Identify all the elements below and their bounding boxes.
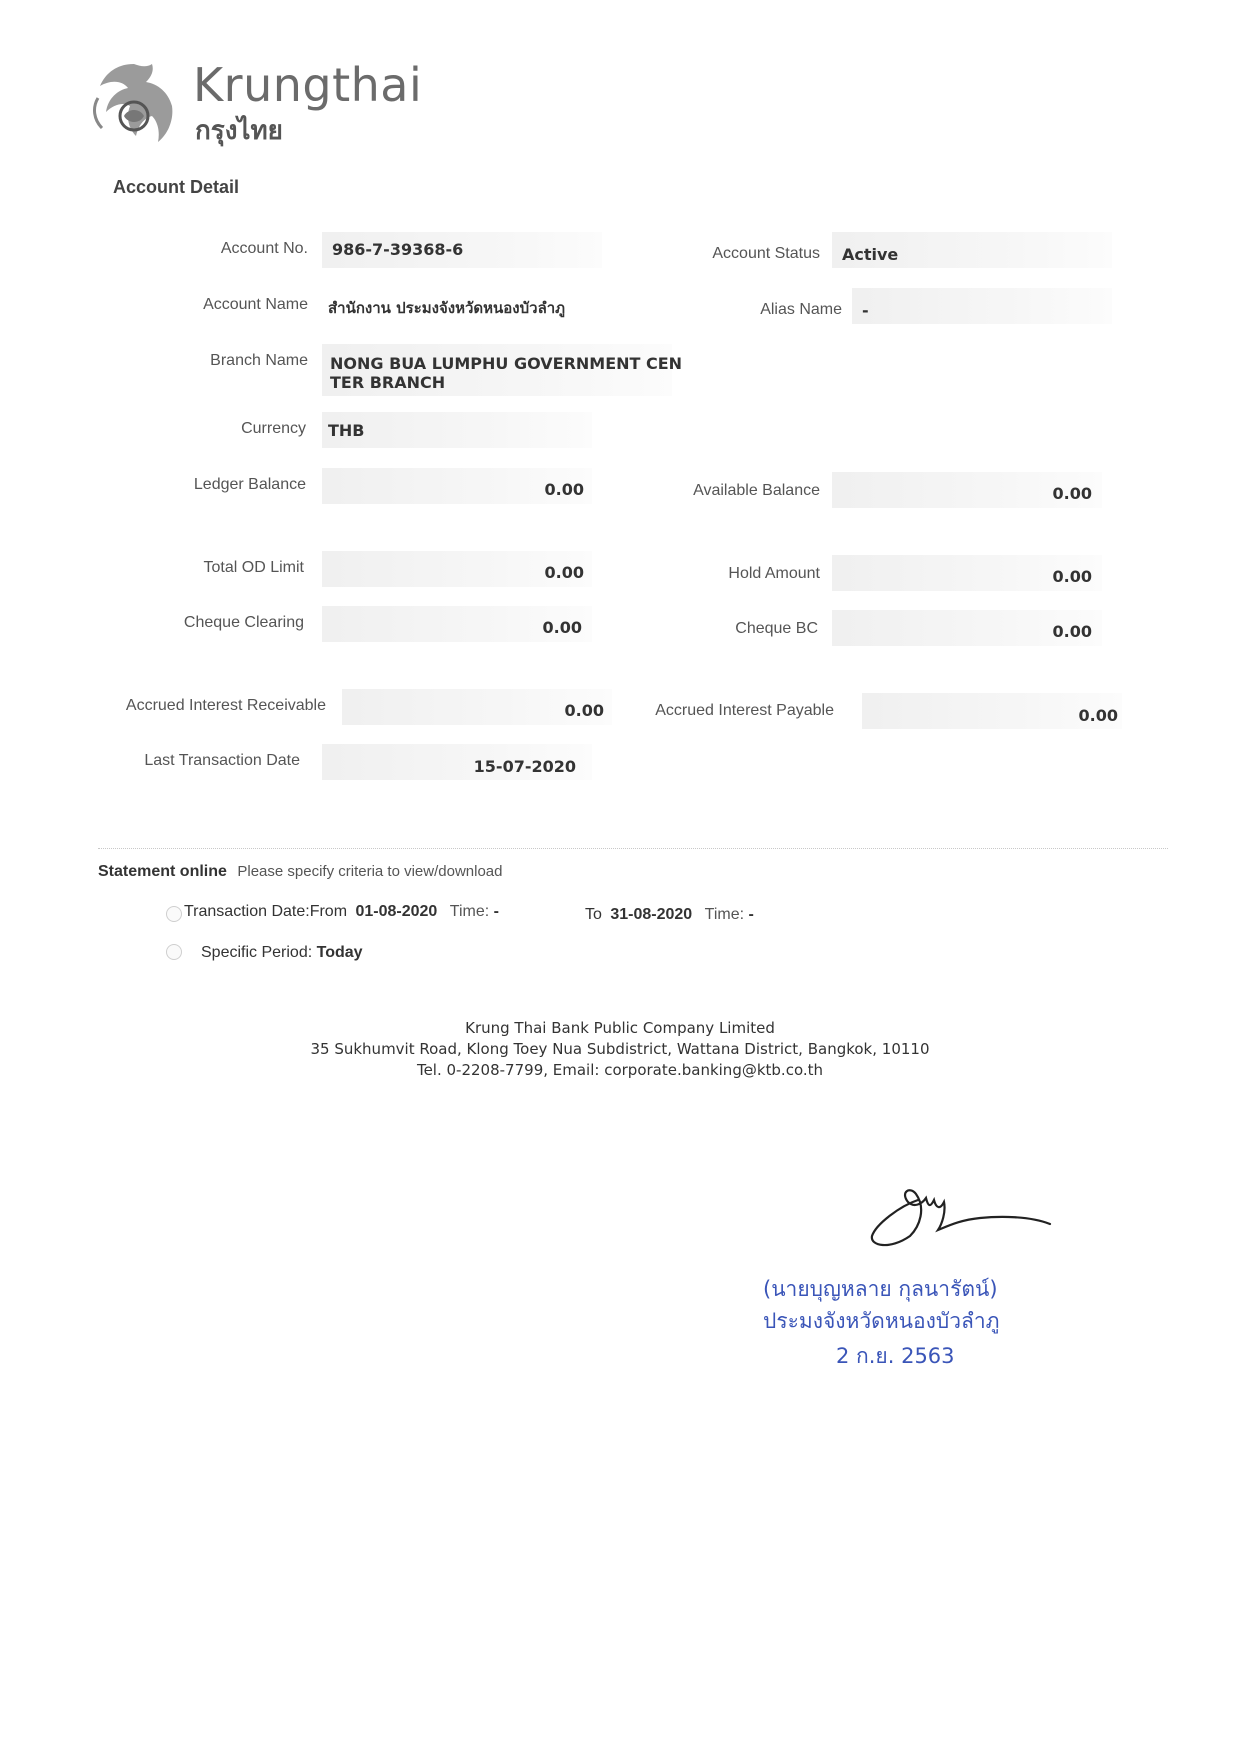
hold-amount-value: 0.00 bbox=[1052, 567, 1092, 586]
to-time-value[interactable]: - bbox=[748, 906, 754, 923]
currency-label: Currency bbox=[241, 420, 306, 437]
to-label: To bbox=[585, 906, 602, 923]
to-date-row bbox=[585, 906, 754, 924]
logo-name-th: กรุงไทย bbox=[195, 116, 283, 146]
account-no-label: Account No. bbox=[220, 240, 308, 257]
ledger-balance-value: 0.00 bbox=[544, 480, 584, 499]
value-shade-alias bbox=[852, 288, 1112, 324]
certifier-position: ประมงจังหวัดหนองบัวลำภู bbox=[763, 1309, 1000, 1333]
section-title: Account Detail bbox=[113, 177, 240, 197]
certifier-name: (นายบุญหลาย กุลนารัตน์) bbox=[763, 1277, 998, 1301]
account-name-value: สำนักงาน ประมงจังหวัดหนองบัวลำภู bbox=[328, 299, 566, 317]
specific-period-row bbox=[201, 944, 363, 962]
accrued-interest-receivable-value: 0.00 bbox=[564, 701, 604, 720]
transaction-date-radio[interactable] bbox=[166, 906, 182, 922]
specific-period-label: Specific Period: bbox=[201, 944, 313, 961]
available-balance-value: 0.00 bbox=[1052, 484, 1092, 503]
footer-company: Krung Thai Bank Public Company Limited bbox=[465, 1019, 775, 1037]
statement-header bbox=[98, 863, 503, 881]
available-balance-label: Available Balance bbox=[693, 482, 820, 499]
signature-mark bbox=[840, 1172, 1060, 1262]
logo-name-en: Krungthai bbox=[193, 58, 423, 112]
cheque-clearing-label: Cheque Clearing bbox=[183, 614, 304, 631]
total-od-limit-label: Total OD Limit bbox=[203, 559, 304, 576]
statement-instruction: Please specify criteria to view/download bbox=[237, 863, 503, 880]
total-od-limit-value: 0.00 bbox=[544, 563, 584, 582]
accrued-interest-receivable-label: Accrued Interest Receivable bbox=[125, 697, 326, 714]
branch-name-value-line1: NONG BUA LUMPHU GOVERNMENT CEN bbox=[330, 354, 683, 373]
transaction-date-label: Transaction Date: bbox=[184, 903, 310, 920]
account-status-label: Account Status bbox=[712, 245, 820, 262]
currency-value: THB bbox=[328, 421, 365, 440]
account-no-value: 986-7-39368-6 bbox=[332, 240, 464, 259]
alias-name-value: - bbox=[862, 301, 869, 320]
to-time-label: Time: bbox=[704, 906, 745, 923]
last-transaction-date-label: Last Transaction Date bbox=[144, 752, 300, 769]
bank-footer bbox=[0, 1018, 1240, 1081]
footer-address: 35 Sukhumvit Road, Klong Toey Nua Subdistrict, Wattana District, Bangkok, 10110 bbox=[310, 1040, 930, 1058]
alias-name-label: Alias Name bbox=[760, 301, 842, 318]
account-status-value: Active bbox=[842, 245, 899, 264]
footer-contact: Tel. 0-2208-7799, Email: corporate.banking@ktb.co.th bbox=[416, 1061, 824, 1079]
cheque-bc-label: Cheque BC bbox=[735, 620, 818, 637]
transaction-date-row bbox=[184, 903, 499, 921]
hold-amount-label: Hold Amount bbox=[728, 565, 820, 582]
cheque-clearing-value: 0.00 bbox=[542, 618, 582, 637]
from-time-label: Time: bbox=[449, 903, 490, 920]
certification-date: 2 ก.ย. 2563 bbox=[836, 1344, 955, 1368]
last-transaction-date-value: 15-07-2020 bbox=[473, 757, 576, 776]
account-name-label: Account Name bbox=[203, 296, 308, 313]
branch-name-label: Branch Name bbox=[210, 352, 308, 369]
from-label: From bbox=[309, 903, 348, 920]
to-date-value[interactable]: 31-08-2020 bbox=[610, 906, 693, 923]
specific-period-radio[interactable] bbox=[166, 944, 182, 960]
accrued-interest-payable-label: Accrued Interest Payable bbox=[655, 702, 834, 719]
from-date-value[interactable]: 01-08-2020 bbox=[355, 903, 438, 920]
statement-title: Statement online bbox=[98, 863, 227, 880]
specific-period-value[interactable]: Today bbox=[316, 944, 363, 961]
branch-name-value-line2: TER BRANCH bbox=[330, 373, 446, 392]
section-divider bbox=[98, 848, 1168, 849]
from-time-value[interactable]: - bbox=[493, 903, 499, 920]
accrued-interest-payable-value: 0.00 bbox=[1078, 706, 1118, 725]
ledger-balance-label: Ledger Balance bbox=[193, 476, 306, 493]
krungthai-logo-icon bbox=[88, 58, 180, 150]
cheque-bc-value: 0.00 bbox=[1052, 622, 1092, 641]
